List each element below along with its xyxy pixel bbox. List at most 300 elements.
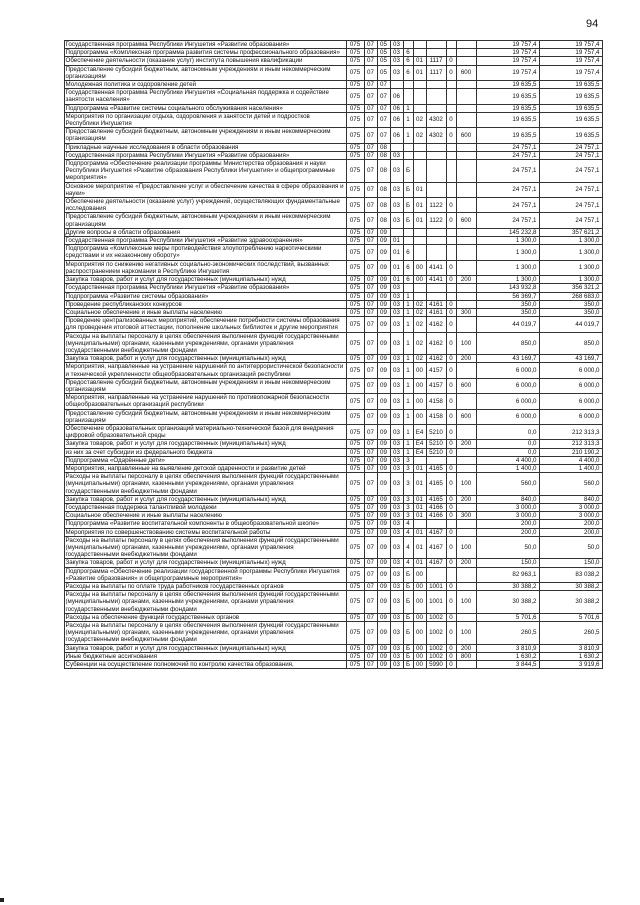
code-cell: 03 (390, 151, 403, 159)
amount-cell: 212 313,3 (539, 424, 602, 439)
amount-cell: 24 757,1 (539, 213, 602, 228)
row-margin (40, 512, 64, 520)
row-margin (40, 332, 64, 355)
row-margin (40, 276, 64, 284)
code-cell: 600 (456, 65, 476, 80)
table-row (40, 128, 602, 143)
code-cell: 600 (456, 128, 476, 143)
code-cell: 03 (390, 409, 403, 424)
code-cell: 00 (413, 652, 426, 660)
code-cell (456, 613, 476, 621)
code-cell: 1001 (426, 583, 446, 591)
code-cell: 200 (456, 495, 476, 503)
code-cell: 1 (403, 332, 413, 355)
code-cell: 07 (364, 583, 377, 591)
amount-cell: 145 232,8 (476, 228, 539, 236)
code-cell (426, 237, 446, 245)
code-cell: 02 (413, 332, 426, 355)
code-cell: 075 (346, 363, 364, 378)
code-cell: 0 (446, 355, 456, 363)
amount-cell: 1 300,0 (476, 237, 539, 245)
code-cell (426, 41, 446, 49)
code-cell (413, 49, 426, 57)
code-cell: 075 (346, 473, 364, 496)
code-cell: 4302 (426, 128, 446, 143)
amount-cell: 1 300,0 (539, 260, 602, 275)
code-cell: 075 (346, 424, 364, 439)
code-cell: 03 (390, 448, 403, 456)
code-cell: 4161 (426, 300, 446, 308)
code-cell: 09 (377, 260, 390, 275)
code-cell (456, 49, 476, 57)
code-cell (446, 520, 456, 528)
code-cell (446, 143, 456, 151)
code-cell: 06 (390, 128, 403, 143)
amount-cell: 1 300,0 (539, 237, 602, 245)
row-margin (40, 378, 64, 393)
amount-cell: 43 169,7 (539, 355, 602, 363)
code-cell: 07 (364, 440, 377, 448)
code-cell: 07 (364, 652, 377, 660)
row-margin (40, 520, 64, 528)
row-margin (40, 237, 64, 245)
table-row (40, 661, 602, 669)
code-cell: 03 (390, 41, 403, 49)
table-row (40, 143, 602, 151)
code-cell: 07 (364, 182, 377, 197)
code-cell: 075 (346, 57, 364, 65)
code-cell: 01 (413, 512, 426, 520)
table-row (40, 378, 602, 393)
table-row (40, 536, 602, 559)
code-cell (456, 245, 476, 260)
code-cell (426, 104, 446, 112)
code-cell: 4165 (426, 464, 446, 472)
row-name-cell: Обеспечение деятельности (оказание услуг) учреждений, осуществляющих фундаментальные исследования (64, 198, 346, 213)
code-cell: 075 (346, 644, 364, 652)
code-cell: 0 (446, 661, 456, 669)
code-cell: 08 (377, 213, 390, 228)
row-name-cell: Прикладные научные исследования в области образования (64, 143, 346, 151)
table-row (40, 567, 602, 582)
code-cell: 0 (446, 65, 456, 80)
row-margin (40, 143, 64, 151)
code-cell: 075 (346, 49, 364, 57)
row-margin (40, 424, 64, 439)
row-name-cell: Социальное обеспечение и иные выплаты населению (64, 308, 346, 316)
code-cell: 4141 (426, 276, 446, 284)
code-cell: 4167 (426, 536, 446, 559)
code-cell: 09 (377, 378, 390, 393)
code-cell: 6 (403, 260, 413, 275)
code-cell: 6 (403, 65, 413, 80)
code-cell: 0 (446, 644, 456, 652)
code-cell (456, 567, 476, 582)
amount-cell: 560,0 (476, 473, 539, 496)
code-cell (456, 448, 476, 456)
code-cell: 03 (390, 363, 403, 378)
code-cell: 09 (377, 644, 390, 652)
code-cell: 09 (377, 661, 390, 669)
code-cell: Б (403, 567, 413, 582)
code-cell: 0 (446, 276, 456, 284)
code-cell: Б (403, 213, 413, 228)
code-cell: 6 (403, 276, 413, 284)
code-cell: 0 (446, 260, 456, 275)
amount-cell: 19 635,5 (539, 112, 602, 127)
code-cell (426, 49, 446, 57)
code-cell: 07 (364, 536, 377, 559)
code-cell: 4 (403, 528, 413, 536)
code-cell: 075 (346, 104, 364, 112)
amount-cell: 30 388,2 (539, 591, 602, 614)
code-cell: 075 (346, 182, 364, 197)
row-margin (40, 363, 64, 378)
table-row (40, 583, 602, 591)
table-row (40, 456, 602, 464)
amount-cell: 30 388,2 (476, 591, 539, 614)
code-cell: 03 (390, 300, 403, 308)
code-cell: 0 (446, 440, 456, 448)
code-cell: 01 (390, 237, 403, 245)
code-cell: 4157 (426, 363, 446, 378)
code-cell: 03 (390, 308, 403, 316)
code-cell: 075 (346, 652, 364, 660)
table-row (40, 104, 602, 112)
code-cell: 09 (377, 591, 390, 614)
code-cell: 075 (346, 355, 364, 363)
table-row (40, 495, 602, 503)
code-cell (446, 456, 456, 464)
table-row (40, 65, 602, 80)
code-cell: 08 (377, 198, 390, 213)
code-cell: 00 (413, 567, 426, 582)
code-cell: 03 (390, 567, 403, 582)
code-cell: 09 (377, 409, 390, 424)
code-cell: 0 (446, 652, 456, 660)
row-margin (40, 284, 64, 292)
row-name-cell: Закупка товаров, работ и услуг для государственных (муниципальных) нужд (64, 644, 346, 652)
row-name-cell: Мероприятия, направленные на устранение нарушений по противопожарной безопасности общеобразовательных организаций республики (64, 394, 346, 409)
amount-cell: 50,0 (476, 536, 539, 559)
code-cell: 1 (403, 363, 413, 378)
code-cell: 03 (390, 284, 403, 292)
table-row (40, 317, 602, 332)
code-cell: 00 (413, 661, 426, 669)
amount-cell: 4 400,0 (476, 456, 539, 464)
row-margin (40, 104, 64, 112)
code-cell (426, 456, 446, 464)
table-row (40, 528, 602, 536)
row-margin (40, 81, 64, 89)
code-cell: 09 (377, 495, 390, 503)
code-cell: 01 (413, 503, 426, 511)
amount-cell: 19 635,5 (476, 128, 539, 143)
code-cell: 09 (377, 559, 390, 567)
code-cell: 0 (446, 528, 456, 536)
row-name-cell: Расходы на обеспечение функций государственных органов (64, 613, 346, 621)
code-cell (456, 41, 476, 49)
code-cell: 09 (377, 613, 390, 621)
amount-cell: 19 635,5 (539, 81, 602, 89)
code-cell: 03 (390, 661, 403, 669)
amount-cell: 3 000,0 (539, 503, 602, 511)
code-cell: 05 (377, 41, 390, 49)
table-row (40, 228, 602, 236)
table-row (40, 440, 602, 448)
row-margin (40, 160, 64, 183)
amount-cell: 1 400,0 (539, 464, 602, 472)
amount-cell: 24 757,1 (539, 143, 602, 151)
code-cell: 200 (456, 440, 476, 448)
code-cell: 03 (390, 512, 403, 520)
code-cell: 06 (390, 89, 403, 104)
code-cell: 0 (446, 57, 456, 65)
code-cell: 075 (346, 41, 364, 49)
amount-cell: 24 757,1 (539, 160, 602, 183)
code-cell: 1 (403, 440, 413, 448)
code-cell (413, 81, 426, 89)
amount-cell: 19 635,5 (476, 81, 539, 89)
code-cell: 03 (390, 292, 403, 300)
amount-cell: 24 757,1 (539, 151, 602, 159)
table-row (40, 81, 602, 89)
row-margin (40, 151, 64, 159)
amount-cell: 6 000,0 (476, 378, 539, 393)
row-name-cell: Иные бюджетные ассигнования (64, 652, 346, 660)
code-cell: Б (403, 583, 413, 591)
code-cell: 075 (346, 503, 364, 511)
code-cell: 03 (390, 520, 403, 528)
code-cell: 07 (364, 332, 377, 355)
code-cell: 07 (377, 104, 390, 112)
row-name-cell: Государственная программа Республики Ингушетия «Развитие образования» (64, 41, 346, 49)
amount-cell: 19 757,4 (539, 57, 602, 65)
code-cell: 08 (377, 160, 390, 183)
code-cell: 075 (346, 245, 364, 260)
code-cell: 03 (390, 464, 403, 472)
amount-cell: 19 635,5 (476, 104, 539, 112)
amount-cell: 840,0 (476, 495, 539, 503)
code-cell: 03 (390, 622, 403, 645)
code-cell (446, 151, 456, 159)
code-cell: 800 (456, 652, 476, 660)
code-cell: 0 (446, 378, 456, 393)
row-margin (40, 182, 64, 197)
row-margin (40, 49, 64, 57)
table-row (40, 308, 602, 316)
table-row (40, 151, 602, 159)
code-cell (456, 363, 476, 378)
code-cell: 075 (346, 151, 364, 159)
amount-cell: 200,0 (476, 528, 539, 536)
code-cell: 075 (346, 81, 364, 89)
code-cell: Е4 (413, 424, 426, 439)
row-margin (40, 591, 64, 614)
code-cell: 100 (456, 622, 476, 645)
code-cell: 4161 (426, 308, 446, 316)
code-cell (403, 228, 413, 236)
code-cell: 075 (346, 160, 364, 183)
code-cell: 3 (403, 495, 413, 503)
code-cell: 07 (364, 112, 377, 127)
code-cell (456, 284, 476, 292)
amount-cell: 5 701,6 (476, 613, 539, 621)
code-cell: Б (403, 160, 413, 183)
code-cell: 075 (346, 583, 364, 591)
code-cell: 03 (390, 613, 403, 621)
row-margin (40, 644, 64, 652)
code-cell: 4162 (426, 332, 446, 355)
code-cell: 09 (377, 528, 390, 536)
amount-cell: 4 400,0 (539, 456, 602, 464)
table-row (40, 292, 602, 300)
row-name-cell: Предоставление субсидий бюджетным, автономным учреждениям и иным некоммерческим организациям (64, 213, 346, 228)
code-cell: 100 (456, 332, 476, 355)
table-row (40, 198, 602, 213)
code-cell: 03 (390, 57, 403, 65)
table-row (40, 276, 602, 284)
code-cell (390, 143, 403, 151)
amount-cell: 1 300,0 (476, 276, 539, 284)
code-cell: 01 (413, 559, 426, 567)
code-cell (456, 292, 476, 300)
code-cell (403, 151, 413, 159)
code-cell: 07 (364, 198, 377, 213)
code-cell: 075 (346, 409, 364, 424)
amount-cell: 30 388,2 (476, 583, 539, 591)
amount-cell: 850,0 (476, 332, 539, 355)
code-cell (456, 661, 476, 669)
code-cell (456, 57, 476, 65)
amount-cell: 19 635,5 (476, 89, 539, 104)
code-cell: 3 (403, 473, 413, 496)
code-cell: 075 (346, 300, 364, 308)
code-cell: 07 (364, 495, 377, 503)
code-cell: 4 (403, 559, 413, 567)
row-name-cell: Подпрограмма «Обеспечение реализации программы Министерства образования и науки Республики Ингушетия «Развитие образования Республики Ингушетия» и общепрограммные мероприятия» (64, 160, 346, 183)
code-cell: 07 (364, 151, 377, 159)
table-row (40, 448, 602, 456)
code-cell: 4141 (426, 260, 446, 275)
code-cell: 1122 (426, 213, 446, 228)
code-cell: 1 (403, 112, 413, 127)
code-cell: 0 (446, 512, 456, 520)
code-cell (456, 464, 476, 472)
code-cell (456, 89, 476, 104)
code-cell: 075 (346, 65, 364, 80)
code-cell (456, 317, 476, 332)
code-cell: 03 (390, 213, 403, 228)
row-name-cell: Молодежная политика и оздоровление детей (64, 81, 346, 89)
table-row (40, 112, 602, 127)
row-margin (40, 613, 64, 621)
code-cell (446, 81, 456, 89)
code-cell: 1 (403, 424, 413, 439)
amount-cell: 210 190,2 (539, 448, 602, 456)
code-cell: 100 (456, 591, 476, 614)
row-name-cell: Закупка товаров, работ и услуг для государственных (муниципальных) нужд (64, 440, 346, 448)
row-name-cell: Мероприятия по снижению негативных социально-экономических последствий, вызванных распространением наркомании в Республике Ингушетия (64, 260, 346, 275)
table-row (40, 260, 602, 275)
code-cell (456, 151, 476, 159)
code-cell (403, 284, 413, 292)
row-name-cell: Обеспечение образовательных организаций материально-технической базой для внедрения цифровой образовательной среды (64, 424, 346, 439)
amount-cell: 24 757,1 (476, 182, 539, 197)
code-cell: 07 (364, 622, 377, 645)
code-cell: 4166 (426, 512, 446, 520)
code-cell: 1 (403, 378, 413, 393)
code-cell: 07 (364, 81, 377, 89)
amount-cell: 24 757,1 (539, 198, 602, 213)
table-body (40, 41, 602, 669)
code-cell: 07 (364, 41, 377, 49)
code-cell (426, 284, 446, 292)
code-cell (456, 528, 476, 536)
code-cell (413, 41, 426, 49)
code-cell: 1002 (426, 652, 446, 660)
code-cell: 03 (390, 528, 403, 536)
code-cell: 08 (377, 182, 390, 197)
code-cell: 07 (364, 292, 377, 300)
code-cell: 075 (346, 228, 364, 236)
code-cell: 09 (377, 355, 390, 363)
amount-cell: 19 635,5 (539, 128, 602, 143)
code-cell: Б (403, 613, 413, 621)
row-name-cell: из них за счет субсидии из федерального бюджета (64, 448, 346, 456)
code-cell (426, 245, 446, 260)
code-cell: Б (403, 591, 413, 614)
code-cell: 03 (390, 49, 403, 57)
code-cell (446, 228, 456, 236)
code-cell (403, 41, 413, 49)
row-name-cell: Предоставление субсидий бюджетным, автономным учреждениям и иным некоммерческим организациям (64, 128, 346, 143)
code-cell: 0 (446, 464, 456, 472)
row-margin (40, 503, 64, 511)
code-cell: 03 (390, 644, 403, 652)
code-cell: 07 (364, 228, 377, 236)
code-cell (413, 104, 426, 112)
code-cell: 00 (413, 363, 426, 378)
row-margin (40, 41, 64, 49)
code-cell: 300 (456, 308, 476, 316)
row-name-cell: Закупка товаров, работ и услуг для государственных (муниципальных) нужд (64, 355, 346, 363)
amount-cell: 6 000,0 (476, 409, 539, 424)
code-cell: 09 (377, 503, 390, 511)
code-cell: 07 (364, 65, 377, 80)
code-cell: 05 (377, 49, 390, 57)
code-cell (426, 151, 446, 159)
code-cell: 0 (446, 300, 456, 308)
code-cell: 075 (346, 213, 364, 228)
code-cell: 0 (446, 112, 456, 127)
row-name-cell: Предоставление субсидий бюджетным, автономным учреждениям и иным некоммерческим организациям (64, 378, 346, 393)
code-cell: 03 (390, 182, 403, 197)
code-cell: 01 (413, 536, 426, 559)
code-cell: 075 (346, 613, 364, 621)
code-cell: 07 (364, 276, 377, 284)
code-cell: 075 (346, 198, 364, 213)
code-cell (426, 89, 446, 104)
code-cell: 03 (390, 424, 403, 439)
code-cell: 09 (377, 394, 390, 409)
code-cell: 1002 (426, 644, 446, 652)
code-cell: 4167 (426, 559, 446, 567)
code-cell: Б (403, 644, 413, 652)
code-cell: 00 (413, 583, 426, 591)
code-cell: 03 (390, 378, 403, 393)
row-name-cell: Закупка товаров, работ и услуг для государственных (муниципальных) нужд (64, 276, 346, 284)
